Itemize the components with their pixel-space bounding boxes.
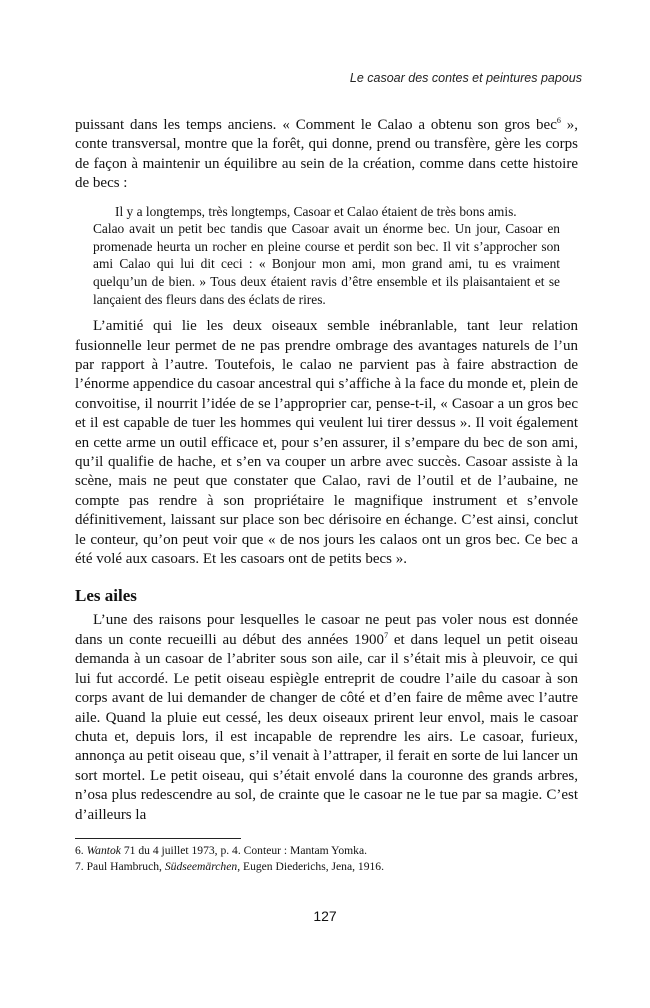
footnote-7-rest: , Eugen Diederichs, Jena, 1916. — [237, 860, 385, 873]
paragraph-1 — [75, 116, 578, 194]
block-quote — [93, 203, 560, 309]
main-text — [75, 116, 578, 825]
footnote-ref-7[interactable]: 7 — [384, 630, 389, 640]
block-quote-rest: Calao avait un petit bec tandis que Casoar avait un énorme bec. Un jour, Casoar en promenade heurta un rocher en pleine course et perdit son bec. Il vit s’approcher son ami Calao qui lui dit ceci : « Bonjour mon ami, mon grand ami, tu es vraiment quelqu’un de bien. » Tous deux étaient ravis d’être ensemble et ils plaisantaient et se lançaient des fleurs dans des éclats de rires. — [93, 221, 560, 307]
page-number: 127 — [313, 908, 337, 924]
footnote-7 — [75, 859, 578, 875]
paragraph-1-text-after: », conte transversal, montre que la forêt, qui donne, prend ou transfère, gère les corps de façon à maintenir un équilibre au sein de la création, comme dans cette histoire de becs : — [75, 117, 578, 192]
footnote-6-rest: 71 du 4 juillet 1973, p. 4. Conteur : Mantam Yomka. — [120, 844, 367, 857]
paragraph-3 — [75, 611, 578, 824]
paragraph-2: L’amitié qui lie les deux oiseaux semble inébranlable, tant leur relation fusionnelle leur permet de ne pas prendre ombrage des avantages naturels de l’un par rapport à l’autre. Toutefois, le calao ne parvient pas à faire abstraction de l’énorme appendice du casoar ancestral qui s’affiche à la face du monde et, plein de convoitise, il nourrit l’idée de se l’approprier car, pense-t-il, « Casoar a un gros bec et il est capable de tuer les hommes qui veulent lui tirer dessus ». Il voit également en cette arme un outil efficace et, pour s’en assurer, il s’empare du bec de son ami, qu’il qualifie de hache, et s’en va couper un arbre avec succès. Casoar assiste à la scène, mais ne peut que constater que Calao, ravi de l’outil et de l’aubaine, ne compte pas rendre à son propriétaire le magnifique instrument et s’envole définitivement, laissant sur place son bec dérisoire en échange. C’est ainsi, conclut le conteur, qu’on peut voir que « de nos jours les calaos ont un gros bec. Ce bec a été volé aux casoars. Et les casoars ont de petits becs ». — [75, 318, 578, 568]
paragraph-1-text: puissant dans les temps anciens. « Comment le Calao a obtenu son gros bec — [75, 117, 557, 133]
block-quote-line-1: Il y a longtemps, très longtemps, Casoar et Calao étaient de très bons amis. — [115, 203, 517, 219]
footnote-6-number: 6. — [75, 844, 87, 857]
section-heading: Les ailes — [75, 586, 137, 606]
footnote-7-author: 7. Paul Hambruch, — [75, 860, 165, 873]
footnote-ref-6[interactable]: 6 — [556, 116, 561, 125]
paragraph-3-text-after: et dans lequel un petit oiseau demanda à un casoar de l’abriter sous son aile, car il s’était mis à pleuvoir, ce qui lui fut accordé. Le petit oiseau espiègle entreprit de coudre l’aile du casoar à son corps avant de lui demander de changer de côté et d’en faire de même avec l’autre aile. Quand la pluie eut cessé, les deux oiseaux prirent leur envol, mais le casoar chuta et, depuis lors, il est incapable de reprendre les airs. Le casoar, furieux, annonça au petit oiseau que, s’il venait à l’attraper, il ferait en sorte de lui lancer un sort mortel. Le petit oiseau, qui s’était envolé dans la couronne des grands arbres, n’osa plus redescendre au sol, de crainte que le casoar ne le tue par sa magie. C’est d’ailleurs la — [75, 631, 579, 823]
footnote-6 — [75, 843, 578, 859]
footnote-7-title: Südseemärchen — [164, 860, 238, 873]
footnote-divider — [75, 838, 241, 839]
footnote-6-title: Wantok — [86, 844, 121, 857]
running-head: Le casoar des contes et peintures papous — [349, 71, 582, 85]
footnotes — [75, 843, 578, 875]
paragraph-3-text: L’une des raisons pour lesquelles le casoar ne peut pas voler nous est donnée dans un conte recueilli au début des années 1900 — [75, 612, 578, 648]
